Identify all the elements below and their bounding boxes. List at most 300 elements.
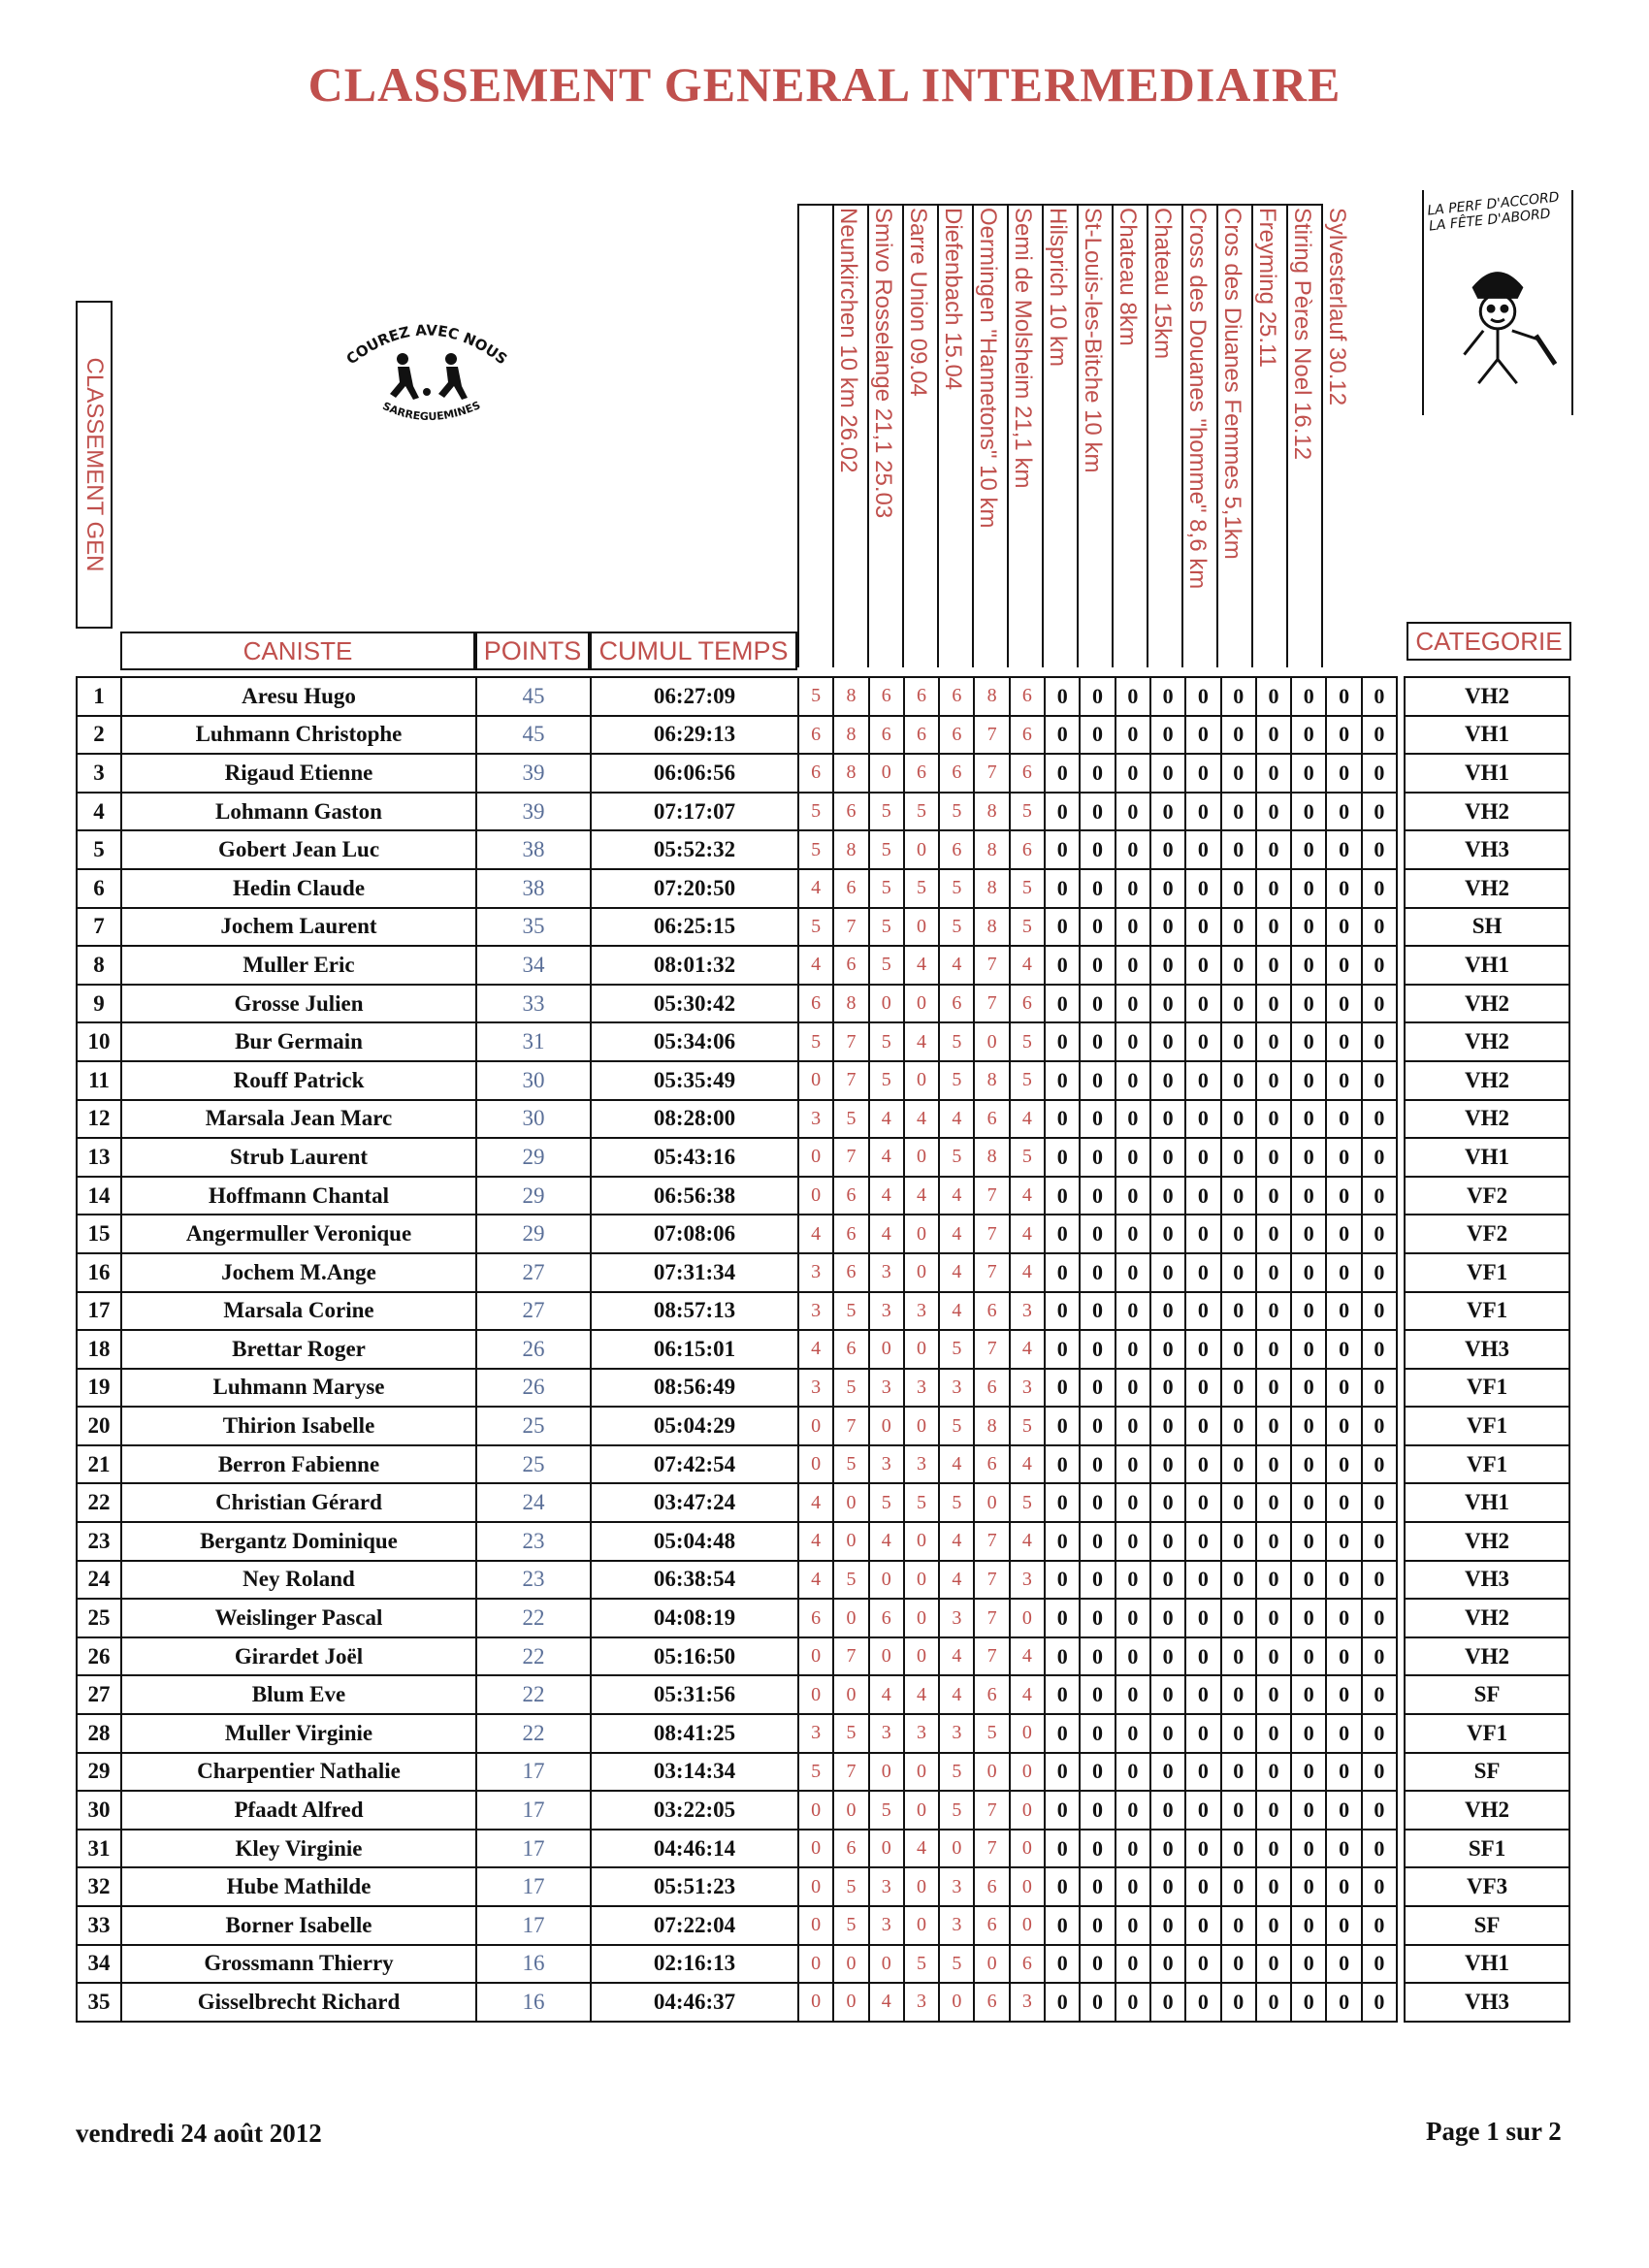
race-score-cell: 0 xyxy=(1116,869,1150,908)
race-score-cell: 0 xyxy=(798,1867,833,1906)
race-score-cell: 0 xyxy=(1045,1407,1080,1445)
race-score-cell: 4 xyxy=(904,1100,939,1139)
race-score-cell: 0 xyxy=(1291,1100,1326,1139)
race-score-cell: 0 xyxy=(1150,1906,1185,1945)
cumul-time-cell: 05:04:29 xyxy=(591,1407,798,1445)
points-cell: 39 xyxy=(476,793,591,831)
race-score-cell: 8 xyxy=(833,830,868,869)
club-logo xyxy=(330,308,524,435)
race-name: Hilsprich 10 km xyxy=(1045,208,1071,368)
race-score-cell: 0 xyxy=(1291,1791,1326,1830)
race-header-14 xyxy=(1251,204,1315,667)
race-score-cell: 0 xyxy=(1291,1830,1326,1868)
race-header-13 xyxy=(1216,204,1280,667)
race-score-cell: 8 xyxy=(974,869,1009,908)
race-score-cell: 0 xyxy=(1326,1830,1361,1868)
race-score-cell: 0 xyxy=(1045,1445,1080,1484)
race-score-cell: 6 xyxy=(1010,830,1045,869)
race-score-cell: 0 xyxy=(1150,1791,1185,1830)
caniste-cell: Borner Isabelle xyxy=(121,1906,476,1945)
points-cell: 23 xyxy=(476,1522,591,1561)
race-score-cell: 3 xyxy=(1010,1369,1045,1408)
race-score-cell: 0 xyxy=(1080,1215,1115,1253)
race-score-cell: 6 xyxy=(833,793,868,831)
race-score-cell: 0 xyxy=(1116,1945,1150,1984)
race-score-cell: 0 xyxy=(1150,1100,1185,1139)
race-header-9 xyxy=(1077,204,1141,667)
table-row xyxy=(77,1983,1569,2022)
race-score-cell: 0 xyxy=(1362,793,1397,831)
svg-text:COUREZ AVEC NOUS xyxy=(343,321,511,368)
race-score-cell: 0 xyxy=(1326,1561,1361,1600)
race-score-cell: 0 xyxy=(1185,1445,1220,1484)
race-score-cell: 0 xyxy=(904,1791,939,1830)
race-score-cell: 0 xyxy=(1185,1100,1220,1139)
race-score-cell: 0 xyxy=(1150,1675,1185,1714)
race-score-cell: 0 xyxy=(833,1675,868,1714)
cumul-time-cell: 04:46:37 xyxy=(591,1983,798,2022)
race-score-cell: 0 xyxy=(1326,1637,1361,1676)
race-score-cell: 0 xyxy=(1256,1369,1291,1408)
race-score-cell: 0 xyxy=(1221,946,1256,985)
spacer-cell xyxy=(1397,1022,1405,1061)
cumul-time-cell: 07:20:50 xyxy=(591,869,798,908)
categorie-cell: SF xyxy=(1405,1675,1569,1714)
race-score-cell: 0 xyxy=(1185,1906,1220,1945)
race-score-cell: 3 xyxy=(1010,1983,1045,2022)
race-score-cell: 0 xyxy=(1185,1867,1220,1906)
race-score-cell: 3 xyxy=(904,1714,939,1753)
categorie-cell: VF1 xyxy=(1405,1369,1569,1408)
race-score-cell: 6 xyxy=(869,716,904,755)
cumul-time-cell: 06:56:38 xyxy=(591,1177,798,1215)
race-score-cell: 0 xyxy=(1116,1714,1150,1753)
race-score-cell: 6 xyxy=(1010,677,1045,716)
race-score-cell: 0 xyxy=(1221,1138,1256,1177)
race-score-cell: 0 xyxy=(1256,1945,1291,1984)
race-score-cell: 6 xyxy=(869,677,904,716)
categorie-cell: VF1 xyxy=(1405,1253,1569,1292)
race-score-cell: 0 xyxy=(1150,1637,1185,1676)
cumul-time-cell: 06:29:13 xyxy=(591,716,798,755)
race-name: Stiring Pères Noel 16.12 xyxy=(1289,208,1315,461)
race-score-cell: 0 xyxy=(1256,1138,1291,1177)
event-logo xyxy=(1422,190,1573,415)
table-row xyxy=(77,1753,1569,1792)
rank-cell: 25 xyxy=(77,1599,121,1637)
spacer-cell xyxy=(1397,869,1405,908)
race-score-cell: 0 xyxy=(1116,1522,1150,1561)
race-score-cell: 0 xyxy=(1326,1714,1361,1753)
categorie-cell: VH3 xyxy=(1405,1330,1569,1369)
categorie-cell: VH1 xyxy=(1405,754,1569,793)
caniste-cell: Charpentier Nathalie xyxy=(121,1753,476,1792)
race-score-cell: 0 xyxy=(1185,1292,1220,1331)
race-score-cell: 6 xyxy=(1010,754,1045,793)
points-cell: 45 xyxy=(476,677,591,716)
race-score-cell: 5 xyxy=(798,1753,833,1792)
rank-cell: 11 xyxy=(77,1061,121,1100)
race-score-cell: 5 xyxy=(939,1791,974,1830)
categorie-cell: VH2 xyxy=(1405,869,1569,908)
side-label-box xyxy=(76,301,113,629)
race-score-cell: 0 xyxy=(974,1022,1009,1061)
cumul-time-cell: 05:51:23 xyxy=(591,1867,798,1906)
race-score-cell: 5 xyxy=(798,908,833,947)
caniste-cell: Brettar Roger xyxy=(121,1330,476,1369)
spacer-cell xyxy=(1397,754,1405,793)
race-score-cell: 0 xyxy=(1291,793,1326,831)
race-score-cell: 0 xyxy=(1185,1177,1220,1215)
race-score-cell: 0 xyxy=(1116,1561,1150,1600)
caniste-cell: Berron Fabienne xyxy=(121,1445,476,1484)
race-score-cell: 0 xyxy=(1221,1522,1256,1561)
rank-cell: 26 xyxy=(77,1637,121,1676)
race-score-cell: 0 xyxy=(1221,1867,1256,1906)
race-score-cell: 0 xyxy=(1116,1753,1150,1792)
caniste-cell: Grosse Julien xyxy=(121,985,476,1023)
race-score-cell: 0 xyxy=(1150,1445,1185,1484)
categorie-cell: VF3 xyxy=(1405,1867,1569,1906)
race-score-cell: 0 xyxy=(1362,1830,1397,1868)
race-score-cell: 0 xyxy=(1221,1637,1256,1676)
spacer-cell xyxy=(1397,1177,1405,1215)
spacer-cell xyxy=(1397,1675,1405,1714)
race-score-cell: 0 xyxy=(1080,1330,1115,1369)
race-score-cell: 0 xyxy=(1080,1945,1115,1984)
race-score-cell: 0 xyxy=(1185,1714,1220,1753)
race-score-cell: 0 xyxy=(1010,1753,1045,1792)
race-score-cell: 0 xyxy=(1362,677,1397,716)
race-score-cell: 0 xyxy=(1116,1253,1150,1292)
race-name: Semi de Molsheim 21,1 km xyxy=(1010,208,1036,489)
race-score-cell: 0 xyxy=(1116,1177,1150,1215)
race-score-cell: 5 xyxy=(833,1369,868,1408)
cumul-time-cell: 07:17:07 xyxy=(591,793,798,831)
race-name: Oermingen "Hannetons" 10 km xyxy=(975,208,1001,529)
race-score-cell: 0 xyxy=(1185,869,1220,908)
race-score-cell: 8 xyxy=(974,830,1009,869)
spacer-cell xyxy=(1397,793,1405,831)
race-score-cell: 0 xyxy=(1326,830,1361,869)
race-score-cell: 0 xyxy=(798,1945,833,1984)
race-score-cell: 7 xyxy=(974,1522,1009,1561)
race-score-cell: 0 xyxy=(1185,985,1220,1023)
race-score-cell: 0 xyxy=(1362,1867,1397,1906)
points-cell: 17 xyxy=(476,1753,591,1792)
race-score-cell: 0 xyxy=(869,1945,904,1984)
caniste-cell: Pfaadt Alfred xyxy=(121,1791,476,1830)
race-score-cell: 0 xyxy=(1045,1022,1080,1061)
race-score-cell: 0 xyxy=(1291,946,1326,985)
spacer-cell xyxy=(1397,1983,1405,2022)
race-score-cell: 0 xyxy=(869,1830,904,1868)
race-score-cell: 5 xyxy=(869,1061,904,1100)
race-score-cell: 0 xyxy=(1010,1599,1045,1637)
race-score-cell: 5 xyxy=(869,1483,904,1522)
race-score-cell: 3 xyxy=(939,1906,974,1945)
spacer-cell xyxy=(1397,1215,1405,1253)
race-score-cell: 3 xyxy=(939,1599,974,1637)
race-score-cell: 5 xyxy=(939,1138,974,1177)
race-score-cell: 0 xyxy=(1045,1061,1080,1100)
race-score-cell: 7 xyxy=(974,1215,1009,1253)
race-score-cell: 5 xyxy=(1010,1407,1045,1445)
race-score-cell: 6 xyxy=(833,1830,868,1868)
rank-cell: 12 xyxy=(77,1100,121,1139)
race-score-cell: 7 xyxy=(974,1599,1009,1637)
race-score-cell: 0 xyxy=(1326,677,1361,716)
race-score-cell: 0 xyxy=(798,1830,833,1868)
race-score-cell: 0 xyxy=(904,1253,939,1292)
race-score-cell: 4 xyxy=(798,1215,833,1253)
race-name: Sarre Union 09.04 xyxy=(905,208,931,397)
race-score-cell: 0 xyxy=(1116,716,1150,755)
race-score-cell: 4 xyxy=(1010,1253,1045,1292)
caniste-cell: Gobert Jean Luc xyxy=(121,830,476,869)
race-score-cell: 0 xyxy=(1221,1983,1256,2022)
race-score-cell: 3 xyxy=(904,1369,939,1408)
spacer-cell xyxy=(1397,1138,1405,1177)
cumul-time-cell: 04:08:19 xyxy=(591,1599,798,1637)
race-score-cell: 3 xyxy=(798,1100,833,1139)
categorie-cell: VH2 xyxy=(1405,1061,1569,1100)
race-score-cell: 0 xyxy=(1150,1983,1185,2022)
race-score-cell: 0 xyxy=(1291,1522,1326,1561)
race-score-cell: 0 xyxy=(904,1753,939,1792)
header-categorie: CATEGORIE xyxy=(1406,622,1571,661)
categorie-cell: VH2 xyxy=(1405,1637,1569,1676)
race-score-cell: 6 xyxy=(833,1177,868,1215)
categorie-cell: VH3 xyxy=(1405,1983,1569,2022)
race-score-cell: 0 xyxy=(1256,1177,1291,1215)
race-score-cell: 0 xyxy=(798,1407,833,1445)
race-score-cell: 4 xyxy=(869,1138,904,1177)
race-score-cell: 0 xyxy=(869,1561,904,1600)
race-score-cell: 0 xyxy=(1116,1637,1150,1676)
race-score-cell: 0 xyxy=(1045,1714,1080,1753)
race-score-cell: 0 xyxy=(1326,1675,1361,1714)
race-score-cell: 6 xyxy=(833,1253,868,1292)
race-score-cell: 0 xyxy=(1045,1522,1080,1561)
caniste-cell: Hube Mathilde xyxy=(121,1867,476,1906)
race-score-cell: 0 xyxy=(1221,1330,1256,1369)
race-score-cell: 6 xyxy=(939,677,974,716)
race-score-cell: 0 xyxy=(1362,908,1397,947)
race-score-cell: 6 xyxy=(798,985,833,1023)
points-cell: 45 xyxy=(476,716,591,755)
race-score-cell: 5 xyxy=(869,830,904,869)
race-score-cell: 3 xyxy=(869,1867,904,1906)
race-score-cell: 5 xyxy=(833,1714,868,1753)
race-score-cell: 0 xyxy=(1150,1061,1185,1100)
race-score-cell: 0 xyxy=(1150,754,1185,793)
race-score-cell: 0 xyxy=(904,1561,939,1600)
table-row xyxy=(77,1369,1569,1408)
race-score-cell: 0 xyxy=(1221,1445,1256,1484)
rank-cell: 20 xyxy=(77,1407,121,1445)
categorie-cell: VH3 xyxy=(1405,830,1569,869)
race-score-cell: 0 xyxy=(1080,1906,1115,1945)
race-score-cell: 0 xyxy=(1291,716,1326,755)
race-score-cell: 0 xyxy=(1045,1292,1080,1331)
header-points: POINTS xyxy=(475,632,590,670)
race-score-cell: 5 xyxy=(939,1407,974,1445)
race-score-cell: 6 xyxy=(939,716,974,755)
race-score-cell: 0 xyxy=(1256,1483,1291,1522)
table-row xyxy=(77,1637,1569,1676)
categorie-cell: VH3 xyxy=(1405,1561,1569,1600)
race-score-cell: 0 xyxy=(1010,1714,1045,1753)
rank-cell: 16 xyxy=(77,1253,121,1292)
rank-cell: 21 xyxy=(77,1445,121,1484)
race-score-cell: 0 xyxy=(1326,793,1361,831)
race-score-cell: 0 xyxy=(798,1675,833,1714)
race-score-cell: 0 xyxy=(1326,869,1361,908)
race-score-cell: 5 xyxy=(974,1714,1009,1753)
rank-cell: 3 xyxy=(77,754,121,793)
race-score-cell: 0 xyxy=(1291,1061,1326,1100)
race-score-cell: 0 xyxy=(1150,1753,1185,1792)
race-score-cell: 0 xyxy=(1362,1983,1397,2022)
rank-cell: 7 xyxy=(77,908,121,947)
race-score-cell: 0 xyxy=(1080,1100,1115,1139)
race-score-cell: 0 xyxy=(833,1983,868,2022)
race-score-cell: 0 xyxy=(1185,677,1220,716)
race-score-cell: 6 xyxy=(974,1983,1009,2022)
race-score-cell: 0 xyxy=(1221,1483,1256,1522)
race-score-cell: 0 xyxy=(1256,1867,1291,1906)
race-score-cell: 5 xyxy=(1010,793,1045,831)
race-score-cell: 7 xyxy=(833,1138,868,1177)
race-score-cell: 4 xyxy=(869,1177,904,1215)
race-score-cell: 0 xyxy=(1326,1022,1361,1061)
caniste-cell: Lohmann Gaston xyxy=(121,793,476,831)
spacer-cell xyxy=(1397,946,1405,985)
rank-cell: 31 xyxy=(77,1830,121,1868)
race-score-cell: 5 xyxy=(869,793,904,831)
caniste-cell: Bergantz Dominique xyxy=(121,1522,476,1561)
race-score-cell: 0 xyxy=(1080,1138,1115,1177)
race-score-cell: 0 xyxy=(1045,677,1080,716)
race-score-cell: 0 xyxy=(1362,869,1397,908)
points-cell: 39 xyxy=(476,754,591,793)
race-score-cell: 0 xyxy=(939,1983,974,2022)
race-score-cell: 0 xyxy=(1150,1561,1185,1600)
race-score-cell: 0 xyxy=(1326,716,1361,755)
race-score-cell: 0 xyxy=(1362,1637,1397,1676)
race-score-cell: 0 xyxy=(869,1637,904,1676)
race-score-cell: 0 xyxy=(1045,830,1080,869)
race-score-cell: 0 xyxy=(1256,1022,1291,1061)
race-name: St-Louis-les-Bitche 10 km xyxy=(1080,208,1106,473)
race-score-cell: 0 xyxy=(1080,830,1115,869)
rank-cell: 6 xyxy=(77,869,121,908)
categorie-cell: VH2 xyxy=(1405,985,1569,1023)
race-score-cell: 0 xyxy=(1150,985,1185,1023)
table-row xyxy=(77,1022,1569,1061)
rank-cell: 35 xyxy=(77,1983,121,2022)
spacer-cell xyxy=(1397,1292,1405,1331)
race-score-cell: 0 xyxy=(1150,1292,1185,1331)
race-score-cell: 0 xyxy=(1291,1330,1326,1369)
race-score-cell: 4 xyxy=(869,1100,904,1139)
race-score-cell: 0 xyxy=(1326,1599,1361,1637)
race-score-cell: 0 xyxy=(1185,1022,1220,1061)
race-score-cell: 0 xyxy=(1256,1599,1291,1637)
race-score-cell: 0 xyxy=(1326,1330,1361,1369)
caniste-cell: Strub Laurent xyxy=(121,1138,476,1177)
race-score-cell: 0 xyxy=(1045,1867,1080,1906)
categorie-cell: SH xyxy=(1405,908,1569,947)
race-score-cell: 0 xyxy=(1185,1138,1220,1177)
race-score-cell: 5 xyxy=(939,1061,974,1100)
spacer-cell xyxy=(1397,1253,1405,1292)
race-score-cell: 4 xyxy=(869,1983,904,2022)
race-score-cell: 0 xyxy=(1185,1369,1220,1408)
race-score-cell: 5 xyxy=(869,946,904,985)
race-score-cell: 0 xyxy=(1326,1292,1361,1331)
race-score-cell: 4 xyxy=(798,869,833,908)
race-score-cell: 4 xyxy=(798,1330,833,1369)
race-score-cell: 0 xyxy=(1080,793,1115,831)
caniste-cell: Marsala Jean Marc xyxy=(121,1100,476,1139)
race-score-cell: 0 xyxy=(1185,830,1220,869)
spacer-cell xyxy=(1397,1830,1405,1868)
race-score-cell: 0 xyxy=(1045,1100,1080,1139)
race-score-cell: 6 xyxy=(833,1215,868,1253)
cumul-time-cell: 08:57:13 xyxy=(591,1292,798,1331)
race-score-cell: 0 xyxy=(1256,1253,1291,1292)
race-score-cell: 0 xyxy=(1256,1753,1291,1792)
race-score-cell: 0 xyxy=(833,1522,868,1561)
race-score-cell: 4 xyxy=(1010,1522,1045,1561)
race-score-cell: 8 xyxy=(833,677,868,716)
caniste-cell: Muller Eric xyxy=(121,946,476,985)
race-score-cell: 0 xyxy=(1221,1675,1256,1714)
points-cell: 22 xyxy=(476,1714,591,1753)
table-row xyxy=(77,1445,1569,1484)
race-score-cell: 0 xyxy=(1080,1830,1115,1868)
spacer-cell xyxy=(1397,1330,1405,1369)
race-score-cell: 5 xyxy=(939,1330,974,1369)
race-score-cell: 0 xyxy=(1291,1292,1326,1331)
race-score-cell: 0 xyxy=(1080,716,1115,755)
points-cell: 17 xyxy=(476,1906,591,1945)
race-score-cell: 0 xyxy=(1080,1983,1115,2022)
race-score-cell: 0 xyxy=(1291,1675,1326,1714)
categorie-cell: VH2 xyxy=(1405,1599,1569,1637)
race-score-cell: 5 xyxy=(939,1753,974,1792)
race-score-cell: 5 xyxy=(904,793,939,831)
race-score-cell: 0 xyxy=(1291,677,1326,716)
race-score-cell: 5 xyxy=(939,793,974,831)
spacer-cell xyxy=(1397,1061,1405,1100)
race-score-cell: 6 xyxy=(974,1445,1009,1484)
race-score-cell: 0 xyxy=(1221,1177,1256,1215)
race-score-cell: 0 xyxy=(1221,1945,1256,1984)
rank-cell: 2 xyxy=(77,716,121,755)
race-score-cell: 4 xyxy=(798,1483,833,1522)
race-score-cell: 0 xyxy=(1185,1215,1220,1253)
points-cell: 38 xyxy=(476,830,591,869)
race-score-cell: 0 xyxy=(1256,908,1291,947)
rank-cell: 10 xyxy=(77,1022,121,1061)
svg-text:SARREGUEMINES xyxy=(380,399,482,423)
race-score-cell: 0 xyxy=(1185,1830,1220,1868)
cumul-time-cell: 05:30:42 xyxy=(591,985,798,1023)
race-score-cell: 0 xyxy=(1362,1445,1397,1484)
